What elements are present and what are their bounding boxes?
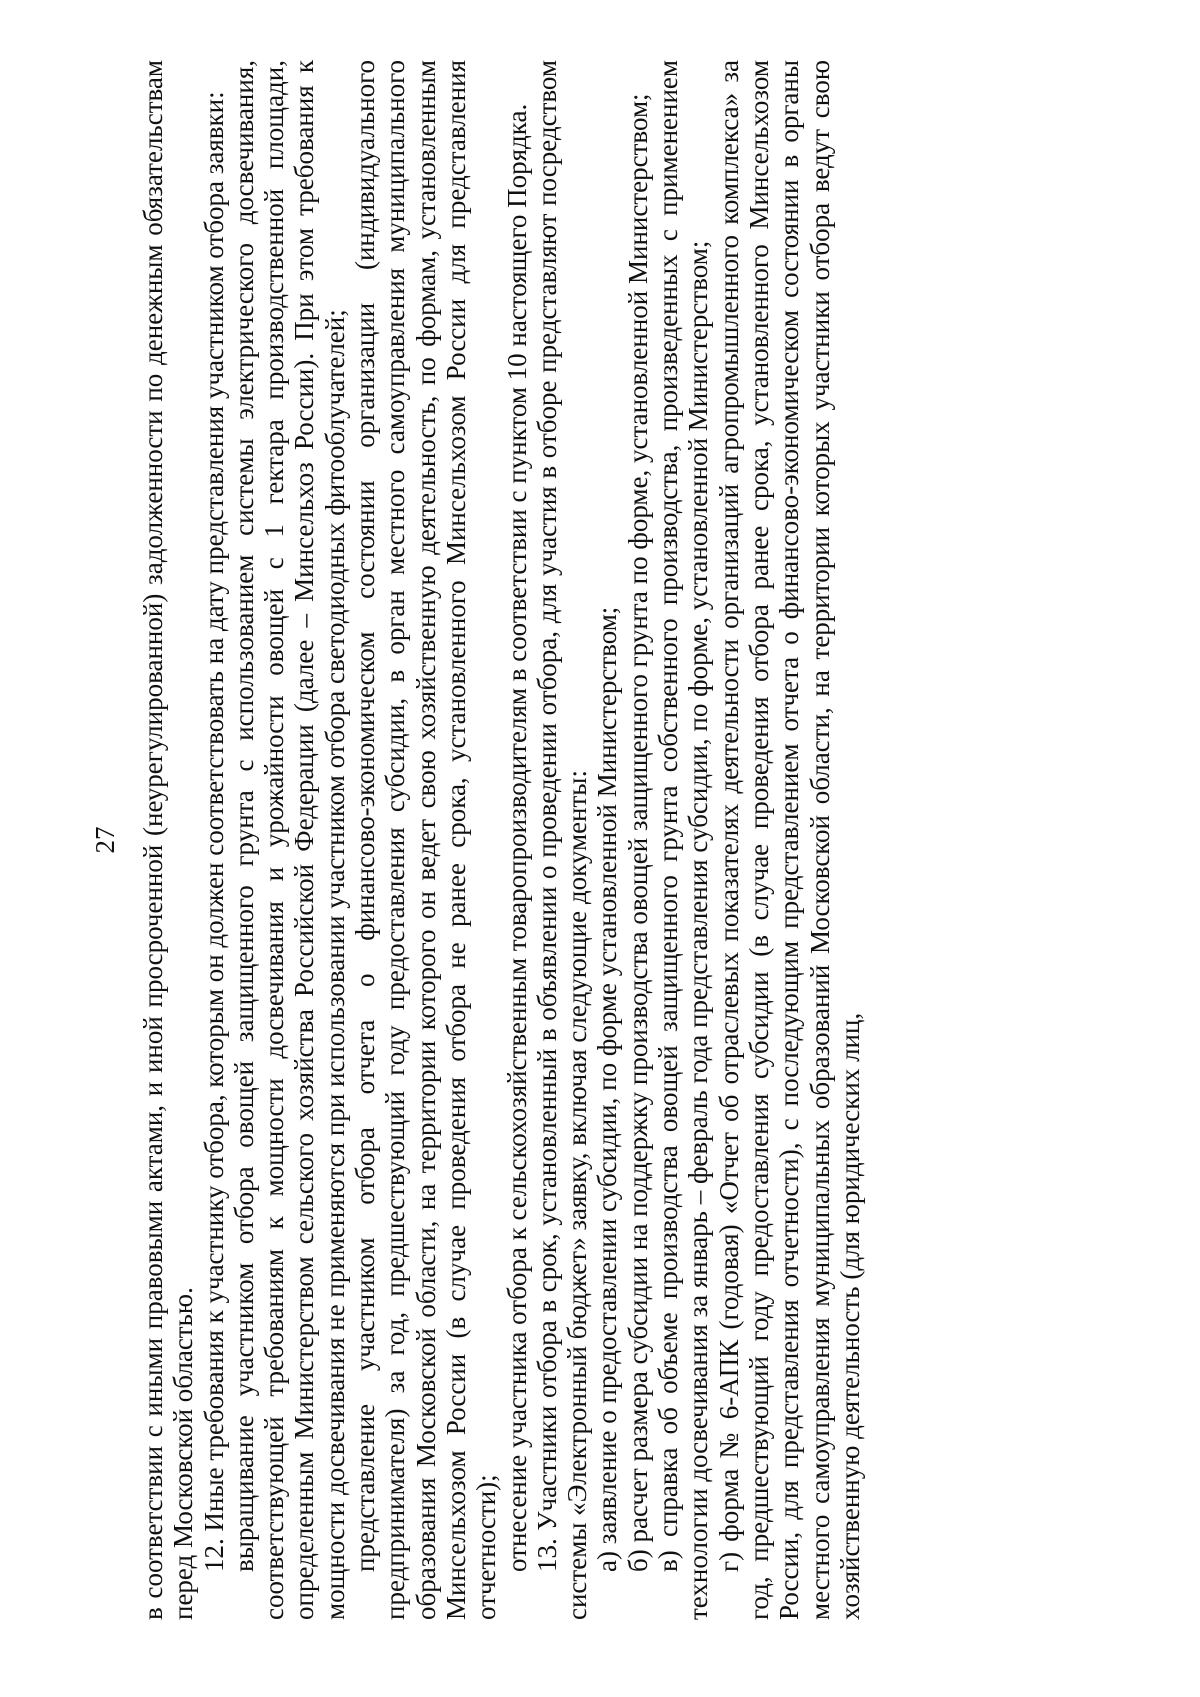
- list-item-g: г) форма № 6-АПК (годовая) «Отчет об отраслевых показателях деятельности организаций агропромышленного комплекса» за год, предшествующий году предоставления субсидии (в случае проведения отбора ранее срока, установленного Минсельхозом России, для представления отчетности), с последующим представлением отчета о финансово-экономическом состоянии в органы местного самоуправления муниципальных образований Московской области, на территории которых участники отбора ведут свою хозяйственную деятельность (для юридических лиц,: [713, 60, 865, 1620]
- list-item-b: б) расчет размера субсидии на поддержку производства овощей защищенного грунта по форме, установленной Министерством;: [622, 93, 653, 1572]
- paragraph-clause-13: 13. Участники отбора в срок, установленный в объявлении о проведении отбора, для участия в отборе представляют посредством системы «Электронный бюджет» заявку, включая следующие документы:: [531, 60, 593, 1620]
- rotated-text-block: [80, 60, 980, 1620]
- page-number: 27: [90, 826, 120, 854]
- paragraph-financial-report: представление участником отбора отчета о финансово-экономическом состоянии организации (индивидуального предпринимателя) за год, предшествующий году предоставления субсидии, в орган местного самоуправления муниципального образования Московской области, на территории которого он ведет свою хозяйственную деятельность, по формам, установленным Минсельхозом России (в случае проведения отбора не ранее срока, установленного Минсельхозом России для представления отчетности);: [350, 60, 502, 1620]
- list-item-a: а) заявление о предоставлении субсидии, по форме установленной Министерством;: [592, 606, 623, 1572]
- paragraph-debt-obligations: в соответствии с иными правовыми актами, и иной просроченной (неурегулированной) задолженности по денежным обязательствам перед Московской областью.: [138, 60, 199, 1620]
- paragraph-producer-status: отнесение участника отбора к сельскохозяйственным товаропроизводителям в соответствии с пунктом 10 настоящего Порядка.: [501, 103, 532, 1572]
- paragraph-growing-vegetables: выращивание участником отбора овощей защищенного грунта с использованием системы электрического досвечивания, соответствующей требованиям к мощности досвечивания и урожайности овощей с 1 гектара производственной площади, определенным Министерством сельского хозяйства Российской Федерации (далее – Минсельхоз России). При этом требования к мощности досвечивания не применяются при использовании участником отбора светодиодных фитооблучателей;: [228, 60, 350, 1620]
- list-item-v: в) справка об объеме производства овощей защищенного грунта собственного производства, произведенных с применением технологии досвечивания за январь – февраль года представления субсидии, по форме, установленной Министерством;: [653, 60, 714, 1620]
- paragraph-clause-12: 12. Иные требования к участнику отбора, которым он должен соответствовать на дату представления участником отбора заявки:: [198, 91, 229, 1572]
